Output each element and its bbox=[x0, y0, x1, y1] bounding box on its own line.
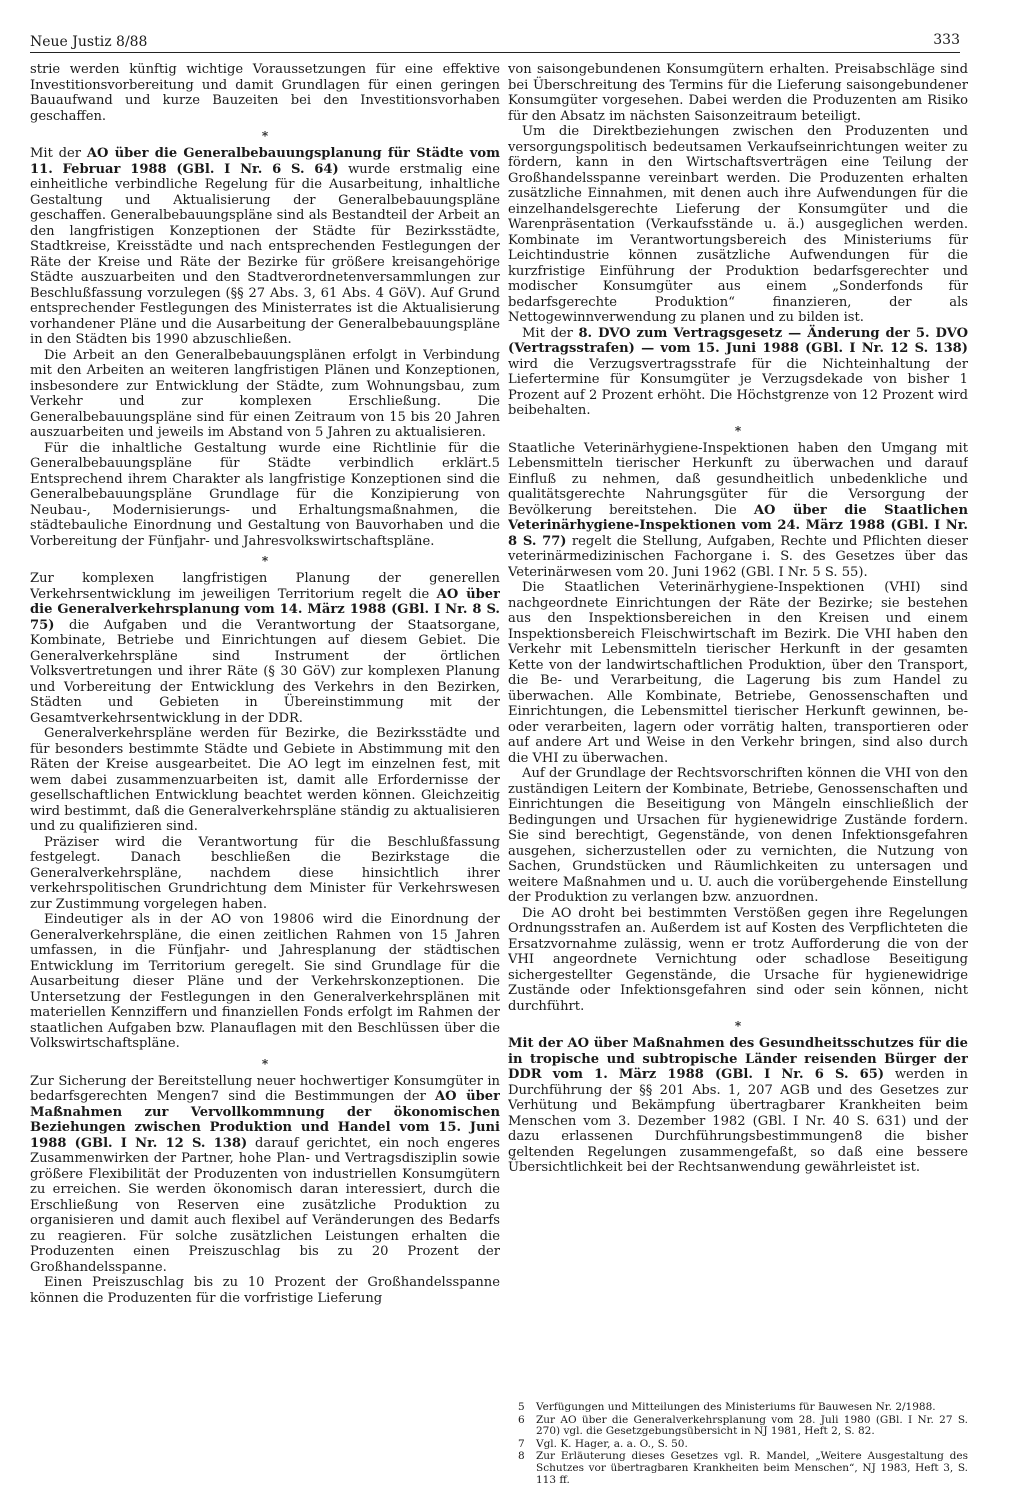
footnote-number: 6 bbox=[518, 1413, 525, 1426]
paragraph-text: Zur komplexen langfristigen Planung der generellen Verkehrsentwicklung im jeweiligen Territorium regelt die bbox=[30, 571, 500, 602]
footnotes bbox=[518, 1402, 968, 1487]
journal-title: Neue Justiz 8/88 bbox=[30, 34, 148, 50]
footnote-text: Vgl. K. Hager, a. a. O., S. 50. bbox=[536, 1437, 688, 1450]
paragraph bbox=[30, 146, 500, 348]
footnote-number: 5 bbox=[518, 1401, 525, 1413]
footnote-text: Zur AO über die Generalverkehrsplanung vom 28. Juli 1980 (GBl. I Nr. 27 S. 270) vgl. die Gesetzgebungsübersicht in NJ 1981, Heft 2, S. 82. bbox=[536, 1413, 968, 1438]
page-number: 333 bbox=[933, 32, 960, 48]
paragraph: von saisongebundenen Konsumgütern erhalten. Preisabschläge sind bei Überschreitung des Termins für die Lieferung saisongebundener Konsumgüter vorgesehen. Dabei werden die Produzenten am Risiko für den Absatz im nächsten Saisonzeitraum beteiligt. bbox=[508, 62, 968, 124]
law-reference: Mit der bbox=[508, 1036, 568, 1051]
law-reference: AO über Maßnahmen zur Vervollkommnung der ökonomischen Beziehungen zwischen Produktion und Handel vom 15. Juni 1988 (GBl. I Nr. 12 S. 138) bbox=[30, 1089, 500, 1151]
paragraph: Auf der Grundlage der Rechtsvorschriften können die VHI von den zuständigen Leitern der Kombinate, Betriebe, Genossenschaften und Einrichtungen die Beseitigung von Mängeln einschließlich der Bedingungen und Ursachen für hygienewidrige Zustände fordern. Sie sind berechtigt, Gegenstände, von denen Infektionsgefahren ausgehen, sicherzustellen oder zu vernichten, die Nutzung von Sachen, Grundstücken und Räumlichkeiten zu untersagen und weitere Maßnahmen und u. U. auch die vorübergehende Einstellung der Produktion zu verlangen bzw. anzuordnen. bbox=[508, 766, 968, 905]
header-rule bbox=[30, 52, 960, 53]
paragraph bbox=[30, 571, 500, 726]
paragraph-text: wird die Verzugsvertragsstrafe für die Nichteinhaltung der Liefertermine für Konsumgüter je Verzugsdekade von bisher 1 Prozent auf 2 Prozent erhöht. Die Höchstgrenze von 12 Prozent wird beibehalten. bbox=[508, 356, 968, 418]
paragraph: Die Staatlichen Veterinärhygiene-Inspektionen (VHI) sind nachgeordnete Einrichtungen der Räte der Bezirke; sie bestehen aus den Inspektionsbereichen in den Kreisen und einem Inspektionsbereich Fleischwirtschaft im Bezirk. Die VHI haben den Verkehr mit Lebensmitteln tierischer Herkunft in der gesamten Kette von der landwirtschaftlichen Produktion, über den Transport, die Be- und Verarbeitung, die Lagerung bis zum Handel zu überwachen. Alle Kombinate, Betriebe, Genossenschaften und Einrichtungen, die Lebensmittel tierischer Herkunft gewinnen, be- oder verarbeiten, lagern oder vorrätig halten, transportieren oder auf andere Art und Weise in den Verkehr bringen, sind also durch die VHI zu überwachen. bbox=[508, 580, 968, 766]
law-reference: AO über die Staatlichen Veterinärhygiene-Inspektionen vom 24. März 1988 (GBl. I Nr. 8 S. 77) bbox=[508, 502, 968, 549]
footnote-text: Zur Erläuterung dieses Gesetzes vgl. R. Mandel, „Weitere Ausgestaltung des Schutzes vor übertragbaren Krankheiten beim Menschen“, NJ 1983, Heft 3, S. 113 ff. bbox=[536, 1450, 968, 1486]
footnote bbox=[518, 1439, 968, 1451]
paragraph-text: Mit der bbox=[30, 146, 87, 161]
paragraph bbox=[30, 1074, 500, 1276]
section-separator: * bbox=[261, 554, 269, 568]
paragraph: Die Arbeit an den Generalbebauungsplänen erfolgt in Verbindung mit den Arbeiten an weiteren langfristigen Plänen und Konzeptionen, insbesondere zur Entwicklung der Städte, zum Wohnungsbau, zum Verkehr und zur komplexen Erschließung. Die Generalbebauungspläne sind für einen Zeitraum von 15 bis 20 Jahren auszuarbeiten und jeweils im Abstand von 5 Jahren zu aktualisieren. bbox=[30, 347, 500, 440]
paragraph-text: werden in Durchführung der §§ 201 Abs. 1, 207 AGB und des Gesetzes zur Verhütung und Bekämpfung übertragbarer Krankheiten beim Menschen vom 3. Dezember 1982 (GBl. I Nr. 40 S. 631) und der dazu erlassenen Durchführungsbestimmungen8 die bisher geltenden Regelungen zusammengefaßt, so daß eine bessere Übersichtlichkeit bei der Rechtsanwendung gewährleistet ist. bbox=[508, 1067, 968, 1175]
paragraph-text: Staatliche Veterinärhygiene-Inspektionen haben den Umgang mit Lebensmitteln tierischer Herkunft zu überwachen und darauf Einfluß zu nehmen, daß gesundheitlich unbedenkliche und qualitätsgerechte Nahrungsgüter für die Versorgung der Bevölkerung bereitstehen. Die bbox=[508, 440, 968, 518]
section-separator: * bbox=[261, 129, 269, 143]
paragraph: Einen Preiszuschlag bis zu 10 Prozent der Großhandelsspanne können die Produzenten für die vorfristige Lieferung bbox=[30, 1275, 500, 1306]
paragraph: Präziser wird die Verantwortung für die Beschlußfassung festgelegt. Danach beschließen die Bezirkstage die Generalverkehrspläne, nachdem diese hinsichtlich ihrer verkehrspolitischen Grundrichtung dem Minister für Verkehrswesen zur Zustimmung vorgelegen haben. bbox=[30, 834, 500, 912]
law-reference: AO über Maßnahmen des Gesundheitsschutzes für die in tropische und subtropische Länder reisenden Bürger der DDR vom 1. März 1988 (GBl. I Nr. 6 S. 65) bbox=[508, 1036, 968, 1082]
paragraph: strie werden künftig wichtige Voraussetzungen für eine effektive Investitionsvorbereitung und damit Grundlagen für einen geringen Bauaufwand und kurze Bauzeiten bei den Investitionsvorhaben geschaffen. bbox=[30, 62, 500, 124]
section-separator: * bbox=[261, 1056, 269, 1071]
paragraph-text: darauf gerichtet, ein noch engeres Zusammenwirken der Partner, hohe Plan- und Vertragsdisziplin sowie größere Flexibilität der Produzenten von industriellen Konsumgütern zu erreichen. Sie werden ökonomisch daran interessiert, durch die Erschließung von Reserven eine zusätzliche Produktion zu organisieren und damit auch flexibel auf Veränderungen des Bedarfs zu reagieren. Für solche zusätzlichen Leistungen erhalten die Produzenten einen Preiszuschlag bis zu 20 Prozent der Großhandelsspanne. bbox=[30, 1135, 500, 1275]
paragraph: Die AO droht bei bestimmten Verstößen gegen ihre Regelungen Ordnungsstrafen an. Außerdem ist auf Kosten des Verpflichteten die Ersatzvornahme zulässig, wenn er trotz Aufforderung die von der VHI angeordnete Vernichtung oder schadlose Beseitigung sichergestellter Gegenstände, die Ursache für hygienewidrige Zustände oder Infektionsgefahren sind oder sein können, nicht durchführt. bbox=[508, 905, 968, 1014]
paragraph-text: Zur Sicherung der Bereitstellung neuer hochwertiger Konsumgüter in bedarfsgerechten Mengen7 sind die Bestimmungen der bbox=[30, 1073, 500, 1104]
footnote bbox=[518, 1451, 968, 1486]
paragraph-text: die Aufgaben und die Verantwortung der Staatsorgane, Kombinate, Betriebe und Einrichtungen auf diesem Gebiet. Die Generalverkehrspläne sind Instrument der örtlichen Volksvertretungen und ihrer Räte (§ 30 GöV) zur komplexen Planung und Vorbereitung der Entwicklung des Verkehrs in den Bezirken, Städten und Gebieten in Übereinstimmung mit der Gesamtverkehrsentwicklung in der DDR. bbox=[30, 617, 500, 726]
footnote bbox=[518, 1415, 968, 1438]
page-header bbox=[30, 30, 960, 54]
paragraph-text: regelt die Stellung, Aufgaben, Rechte und Pflichten dieser veterinärmedizinischen Fachorgane i. S. des Gesetzes über das Veterinärwesen vom 20. Juni 1962 (GBl. I Nr. 5 S. 55). bbox=[508, 533, 968, 580]
footnote-text: Verfügungen und Mitteilungen des Ministeriums für Bauwesen Nr. 2/1988. bbox=[536, 1401, 936, 1413]
footnote bbox=[518, 1402, 968, 1414]
paragraph bbox=[508, 1036, 968, 1176]
right-column bbox=[508, 62, 968, 1382]
paragraph: Generalverkehrspläne werden für Bezirke, die Bezirksstädte und für besonders bestimmte Städte und Gebiete in Abstimmung mit den Räten der Kreise ausgearbeitet. Die AO legt im einzelnen fest, mit wem dabei zusammenzuarbeiten ist, damit alle Erfordernisse der gesellschaftlichen Entwicklung beachtet werden können. Gleichzeitig wird bestimmt, daß die Generalverkehrspläne ständig zu aktualisieren und zu qualifizieren sind. bbox=[30, 726, 500, 834]
paragraph: Für die inhaltliche Gestaltung wurde eine Richtlinie für die Generalbebauungspläne für Städte verbindlich erklärt.5 Entsprechend ihrem Charakter als langfristige Konzeptionen sind die Generalbebauungspläne Grundlage für die Konzipierung von Neubau-, Modernisierungs- und Erhaltungsmaßnahmen, die städtebauliche Einordnung und Gestaltung von Bauvorhaben und die Vorbereitung der Fünfjahr- und Jahresvolkswirtschaftspläne. bbox=[30, 440, 500, 549]
paragraph bbox=[508, 441, 968, 581]
law-reference: 8. DVO zum Vertragsgesetz — Änderung der 5. DVO (Vertragsstrafen) — vom 15. Juni 1988 (GBl. I Nr. 12 S. 138) bbox=[508, 325, 968, 356]
left-column bbox=[30, 62, 500, 1382]
law-reference: AO über die Generalverkehrsplanung vom 14. März 1988 (GBl. I Nr. 8 S. 75) bbox=[30, 586, 500, 633]
section-separator: * bbox=[734, 423, 742, 438]
law-reference: AO über die Generalbebauungsplanung für Städte vom 11. Februar 1988 (GBl. I Nr. 6 S. 64) bbox=[30, 146, 500, 177]
footnote-number: 7 bbox=[518, 1437, 525, 1450]
paragraph: Um die Direktbeziehungen zwischen den Produzenten und versorgungspolitisch bedeutsamen Verkaufseinrichtungen weiter zu fördern, kann in den Wirtschaftsverträgen eine Teilung der Großhandelsspanne vereinbart werden. Die Produzenten erhalten zusätzliche Einnahmen, mit denen auch ihre Aufwendungen für die einzelhandelsgerechte Lieferung der Konsumgüter und die Warenpräsentation (Verkaufsstände u. ä.) ausgeglichen werden. Kombinate im Verantwortungsbereich des Ministeriums für Leichtindustrie können zusätzliche Aufwendungen für die kurzfristige Einführung der Produktion bedarfsgerechter und modischer Konsumgüter aus einem „Sonderfonds für bedarfsgerechte Produktion“ finanzieren, der als Nettogewinnverwendung zu planen und zu bilden ist. bbox=[508, 124, 968, 325]
paragraph: Eindeutiger als in der AO von 19806 wird die Einordnung der Generalverkehrspläne, die einen zeitlichen Rahmen von 15 Jahren umfassen, in die Fünfjahr- und Jahresplanung der städtischen Entwicklung im Territorium geregelt. Sie sind Grundlage für die Ausarbeitung dieser Pläne und der Verkehrskonzeptionen. Die Untersetzung der Festlegungen in den Generalverkehrsplänen mit materiellen Kennziffern und finanziellen Fonds erfolgt im Rahmen der staatlichen Aufgaben bzw. Planauflagen mit den Beschlüssen über die Volkswirtschaftspläne. bbox=[30, 912, 500, 1051]
paragraph bbox=[508, 326, 968, 419]
section-separator: * bbox=[734, 1019, 742, 1033]
footnote-number: 8 bbox=[518, 1450, 525, 1463]
paragraph-text: Mit der bbox=[522, 325, 579, 341]
paragraph-text: wurde erstmalig eine einheitliche verbindliche Regelung für die Ausarbeitung, inhaltliche Gestaltung und Aktualisierung der Generalbebauungspläne geschaffen. Generalbebauungspläne sind als Bestandteil der Arbeit an den langfristigen Konzeptionen der Städte für Bezirksstädte, Stadtkreise, Kreisstädte und nach entsprechenden Festlegungen der Räte der Kreise und Räte der Bezirke für größere kreisangehörige Städte auszuarbeiten und den Stadtverordnetenversammlungen zur Beschlußfassung vorzulegen (§§ 27 Abs. 3, 61 Abs. 4 GöV). Auf Grund entsprechender Festlegungen des Ministerrates ist die Aktualisierung vorhandener Pläne und die Ausarbeitung der Generalbebauungspläne in den Städten bis 1990 abzuschließen. bbox=[30, 161, 500, 347]
